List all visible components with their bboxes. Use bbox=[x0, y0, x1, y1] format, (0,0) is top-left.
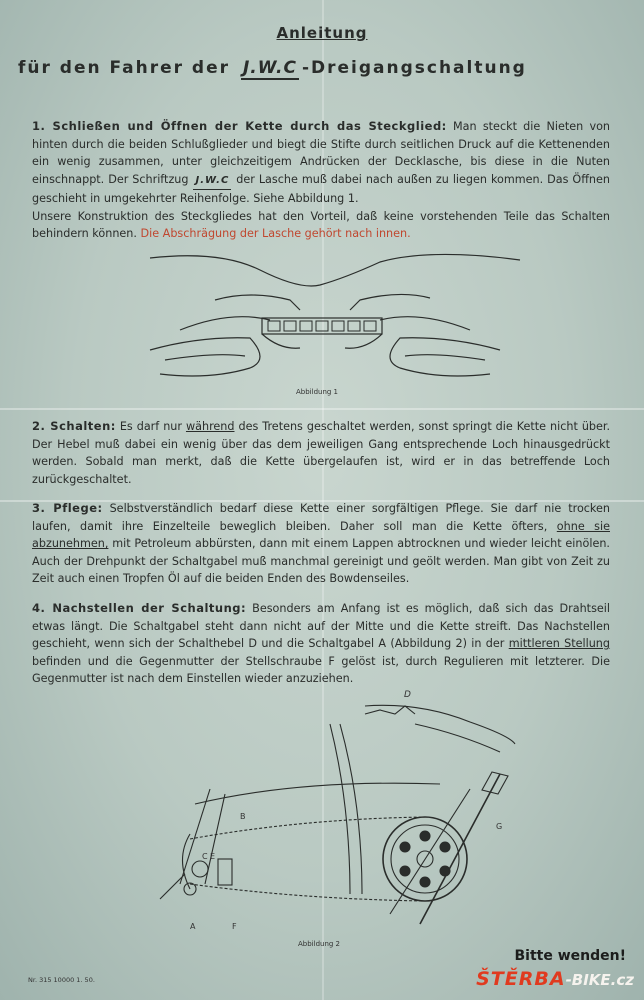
section-3-text-b: mit Petroleum abbürsten, dann mit einem Lappen abtrocknen und wieder leicht einölen. Auch der Drehpunkt der Schaltgabel muß manchmal gereinigt und geölt werden. Man gibt von Zeit zu Zeit auch einen Tropfen Öl auf die beiden Enden des Bowdenseiles. bbox=[32, 537, 610, 585]
section-1 bbox=[32, 118, 610, 243]
section-4 bbox=[32, 600, 610, 688]
section-2-text-b: des Tretens geschaltet werden, sonst springt die Kette nicht über. Der Hebel muß dabei ein wenig über das dem jeweiligen Gang entsprechende Loch hinausgedrückt werden. Sobald man merkt, daß die Kette übergelaufen ist, wird er in das betreffende Loch zurückgeschaltet. bbox=[32, 420, 611, 486]
section-1-text: Man steckt die Nieten von hinten durch die beiden Schlußglieder und biegt die Stifte durch seitlichen Druck auf die Kettenenden ein wenig zusammen, unter gleichzeitigem Andrücken der Decklasche, bis diese in die Nuten einschnappt. Der Schriftzug bbox=[32, 120, 610, 186]
section-2-text-a: Es darf nur bbox=[119, 420, 182, 433]
section-4-underlined: mittleren Stellung bbox=[508, 637, 611, 650]
label-A: A bbox=[190, 922, 196, 931]
section-1-text2: der Lasche muß dabei nach außen zu liegen kommen. Das Öffnen geschieht in umgekehrter Reihenfolge. Siehe Abbildung 1. bbox=[32, 172, 610, 205]
section-2-heading: 2. Schalten: bbox=[32, 419, 116, 433]
jwc-logo-inline: J.W.C bbox=[193, 172, 231, 191]
section-2 bbox=[32, 418, 610, 488]
figure-2-caption: Abbildung 2 bbox=[298, 940, 341, 948]
section-3-heading: 3. Pflege: bbox=[32, 501, 103, 515]
subtitle-pre: für den Fahrer der bbox=[18, 58, 231, 78]
document-subtitle bbox=[18, 58, 630, 80]
figure-2-drivetrain-illustration bbox=[0, 684, 644, 944]
section-3 bbox=[32, 500, 610, 588]
turn-page-note: Bitte wenden! bbox=[514, 948, 626, 964]
section-4-text-b: befinden und die Gegenmutter der Stellschraube F gelöst ist, durch Regulieren mit letzterer. Die Gegenmutter ist nach dem Einstellen wieder anzuziehen. bbox=[32, 654, 610, 685]
document-title: Anleitung bbox=[276, 24, 368, 42]
section-4-heading: 4. Nachstellen der Schaltung: bbox=[32, 601, 247, 615]
section-3-underlined: ohne sie abzunehmen, bbox=[32, 519, 610, 550]
label-D: D bbox=[404, 690, 411, 700]
label-C: C bbox=[202, 852, 208, 861]
label-G: G bbox=[496, 822, 503, 831]
print-code: Nr. 315 10000 1. 50. bbox=[28, 976, 95, 984]
section-1-red-note: Die Abschrägung der Lasche gehört nach innen. bbox=[140, 227, 411, 240]
figure-1-chain-illustration bbox=[0, 240, 644, 400]
section-3-text-a: Selbstverständlich bedarf diese Kette einer sorgfältigen Pflege. Sie darf nie trocken laufen, damit ihre Einzelteile beweglich bleiben. Daher soll man die Kette öfters, bbox=[32, 502, 610, 533]
section-2-underlined: während bbox=[185, 420, 235, 433]
label-E: E bbox=[210, 852, 216, 861]
jwc-logo: J.W.C bbox=[242, 58, 297, 78]
watermark-domain: -BIKE.cz bbox=[565, 971, 634, 989]
label-F: F bbox=[232, 922, 237, 931]
figure-1-caption: Abbildung 1 bbox=[296, 388, 339, 396]
label-B: B bbox=[240, 812, 246, 821]
section-1-heading: 1. Schließen und Öffnen der Kette durch das Steckglied: bbox=[32, 119, 447, 133]
subtitle-post: -Dreigangschaltung bbox=[301, 58, 527, 78]
watermark-brand: ŠTĚRBA bbox=[476, 968, 566, 990]
watermark bbox=[476, 968, 634, 990]
section-1-text3: Unsere Konstruktion des Steckgliedes hat den Vorteil, daß keine vorstehenden Teile das Schalten behindern können. bbox=[32, 209, 610, 240]
section-4-text-a: Besonders am Anfang ist es möglich, daß sich das Drahtseil etwas längt. Die Schaltgabel steht dann nicht auf der Mitte und die Kette streift. Das Nachstellen geschieht, wenn sich der Schalthebel D und die Schaltgabel A (Abbildung 2) in der bbox=[32, 602, 610, 650]
